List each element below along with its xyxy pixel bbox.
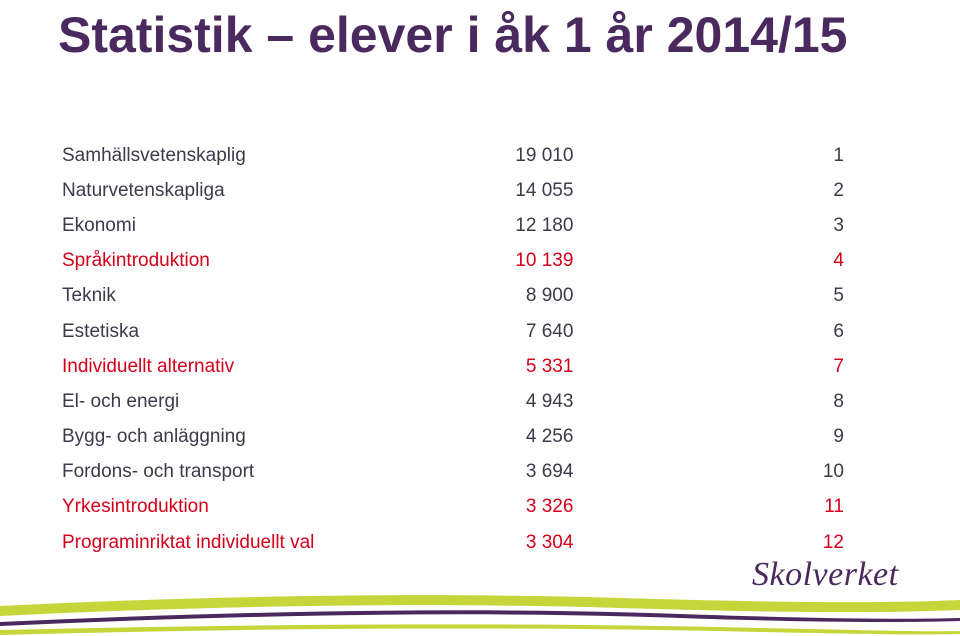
rank-cell: 11 xyxy=(824,496,844,518)
rank-cell: 9 xyxy=(833,426,844,448)
student-count-cell: 3 694 xyxy=(525,461,574,483)
student-count-cell: 19 010 xyxy=(515,144,574,166)
statistics-table xyxy=(62,138,852,560)
table-row xyxy=(62,314,852,349)
table-body xyxy=(62,138,852,560)
program-name-cell: Programinriktat individuellt val xyxy=(62,531,315,553)
table-row xyxy=(62,490,852,525)
rank-cell: 2 xyxy=(833,179,844,201)
rank-cell: 3 xyxy=(833,214,844,236)
program-name-cell: Språkintroduktion xyxy=(62,250,210,272)
page-title: Statistik – elever i åk 1 år 2014/15 xyxy=(58,7,848,63)
program-name-cell: Ekonomi xyxy=(62,214,136,236)
table-row xyxy=(62,244,852,279)
table-row xyxy=(62,138,852,173)
student-count-cell: 4 256 xyxy=(525,426,574,448)
swoosh-purple-line xyxy=(0,610,960,626)
swoosh-green-lower xyxy=(0,624,960,635)
student-count-cell: 12 180 xyxy=(515,214,574,236)
table-row xyxy=(62,173,852,208)
rank-cell: 12 xyxy=(822,531,844,553)
student-count-cell: 14 055 xyxy=(515,179,574,201)
program-name-cell: Fordons- och transport xyxy=(62,461,255,483)
rank-cell: 4 xyxy=(833,250,844,272)
decorative-swoosh xyxy=(0,588,960,636)
student-count-cell: 8 900 xyxy=(525,285,574,307)
table-row xyxy=(62,455,852,490)
rank-cell: 10 xyxy=(822,461,844,483)
rank-cell: 1 xyxy=(833,144,844,166)
program-name-cell: Naturvetenskapliga xyxy=(62,179,225,201)
rank-cell: 6 xyxy=(833,320,844,342)
rank-cell: 5 xyxy=(833,285,844,307)
program-name-cell: Yrkesintroduktion xyxy=(62,496,209,518)
table-row xyxy=(62,208,852,243)
student-count-cell: 3 304 xyxy=(525,531,574,553)
program-name-cell: Individuellt alternativ xyxy=(62,355,235,377)
skolverket-logo: Skolverket xyxy=(752,556,899,593)
program-name-cell: Estetiska xyxy=(62,320,140,342)
table-row xyxy=(62,349,852,384)
student-count-cell: 5 331 xyxy=(525,355,574,377)
table-row xyxy=(62,525,852,560)
program-name-cell: Bygg- och anläggning xyxy=(62,426,246,448)
rank-cell: 7 xyxy=(833,355,844,377)
rank-cell: 8 xyxy=(833,390,844,412)
program-name-cell: Samhällsvetenskaplig xyxy=(62,144,246,166)
table-row xyxy=(62,279,852,314)
student-count-cell: 3 326 xyxy=(525,496,574,518)
student-count-cell: 10 139 xyxy=(515,250,574,272)
program-name-cell: Teknik xyxy=(62,285,116,307)
student-count-cell: 4 943 xyxy=(525,390,574,412)
table-row xyxy=(62,420,852,455)
table-row xyxy=(62,384,852,419)
student-count-cell: 7 640 xyxy=(525,320,574,342)
program-name-cell: El- och energi xyxy=(62,390,180,412)
